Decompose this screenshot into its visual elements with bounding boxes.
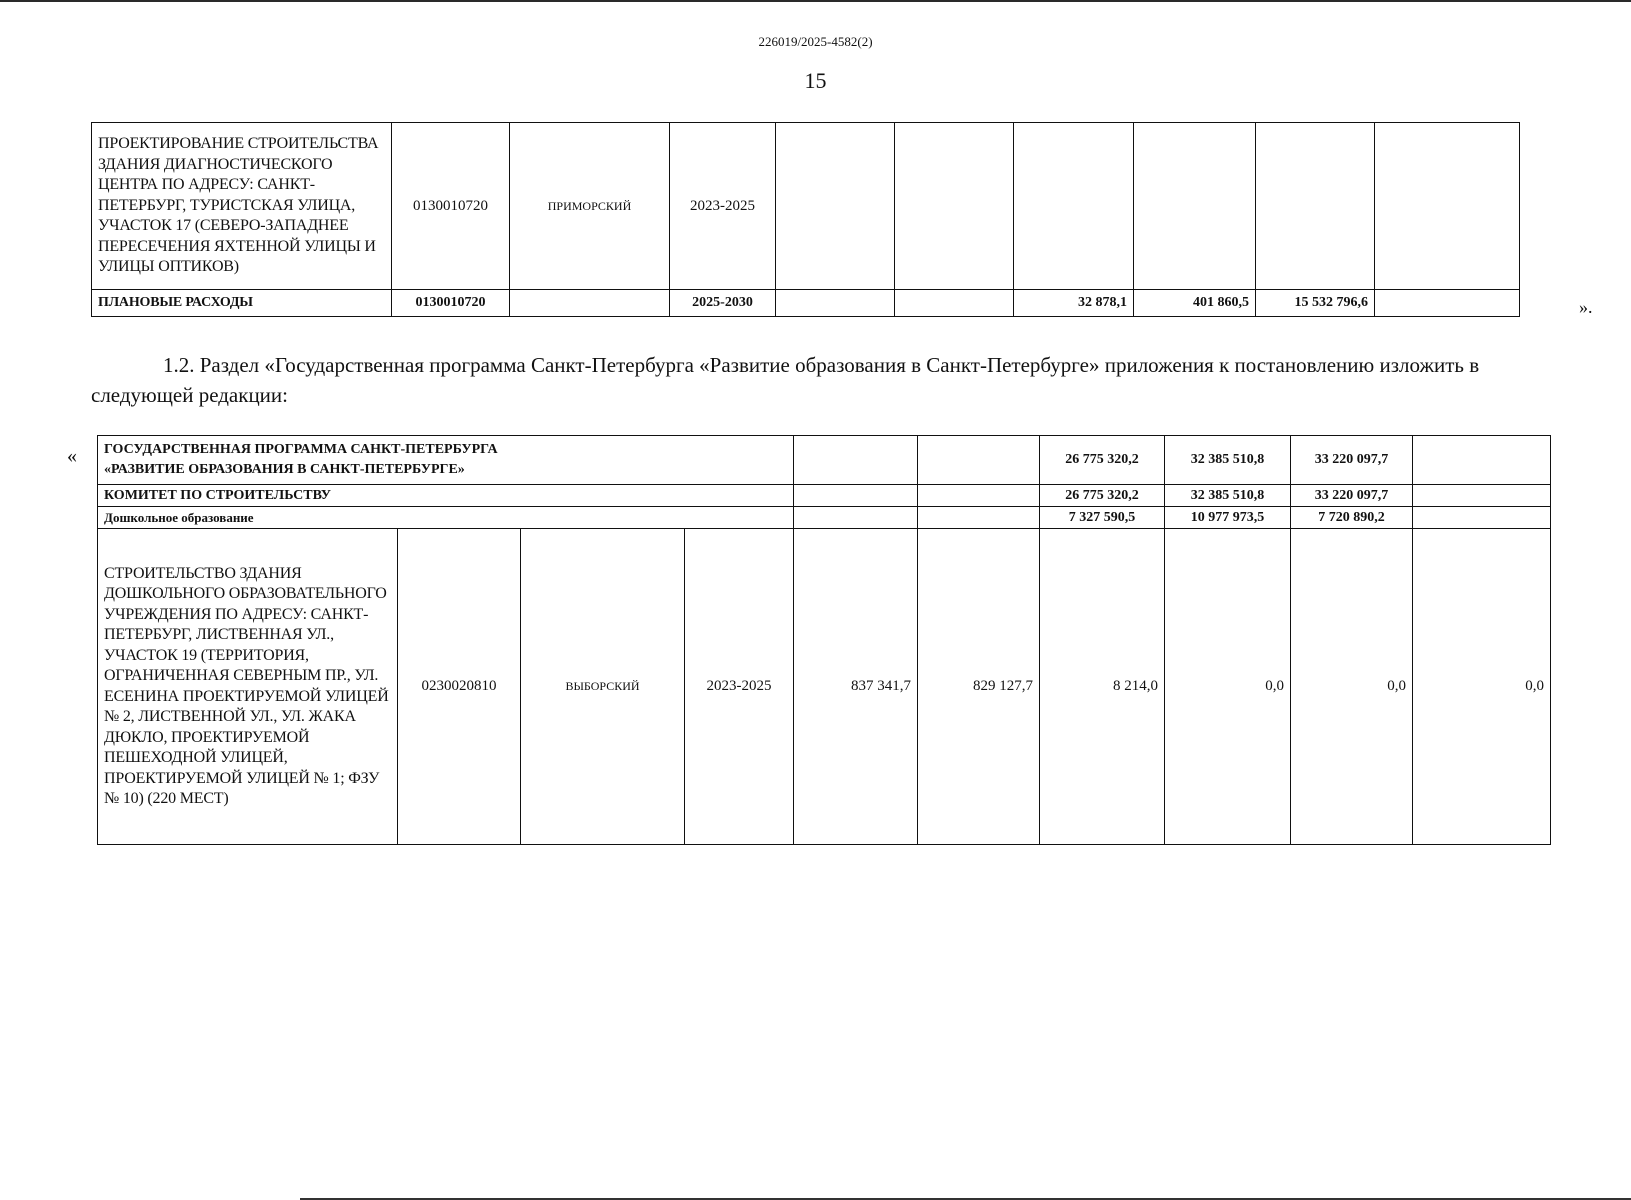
committee-value-1-cell bbox=[794, 485, 918, 507]
program-name-line-2: «РАЗВИТИЕ ОБРАЗОВАНИЯ В САНКТ-ПЕТЕРБУРГЕ» bbox=[104, 462, 465, 477]
planned-value-5-cell: 15 532 796,6 bbox=[1256, 290, 1375, 317]
program-value-6-cell bbox=[1413, 436, 1551, 485]
committee-name-cell: КОМИТЕТ ПО СТРОИТЕЛЬСТВУ bbox=[98, 485, 794, 507]
program-value-1-cell bbox=[794, 436, 918, 485]
project-district-cell: ПРИМОРСКИЙ bbox=[510, 123, 670, 290]
construction-value-4-cell: 0,0 bbox=[1165, 529, 1291, 845]
section-paragraph: 1.2. Раздел «Государственная программа Санкт-Петербурга «Развитие образования в Санкт-Петербурге» приложения к постановлению изложить в следующей редакции: bbox=[91, 353, 1480, 407]
program-name-line-1: ГОСУДАРСТВЕННАЯ ПРОГРАММА САНКТ-ПЕТЕРБУРГА bbox=[104, 442, 498, 457]
construction-district-cell: ВЫБОРСКИЙ bbox=[521, 529, 685, 845]
planned-value-1-cell bbox=[776, 290, 895, 317]
committee-value-6-cell bbox=[1413, 485, 1551, 507]
table-education-program bbox=[97, 435, 1551, 845]
preschool-name-cell: Дошкольное образование bbox=[98, 507, 794, 529]
construction-value-3-cell: 8 214,0 bbox=[1040, 529, 1165, 845]
project-value-5-cell bbox=[1256, 123, 1375, 290]
planned-value-3-cell: 32 878,1 bbox=[1014, 290, 1134, 317]
page-number: 15 bbox=[804, 68, 827, 93]
closing-quote: ». bbox=[1579, 297, 1593, 317]
construction-value-5-cell: 0,0 bbox=[1291, 529, 1413, 845]
planned-value-2-cell bbox=[895, 290, 1014, 317]
planned-value-6-cell bbox=[1375, 290, 1520, 317]
table-row-preschool bbox=[98, 507, 1551, 529]
table-row-construction bbox=[98, 529, 1551, 845]
planned-district-cell bbox=[510, 290, 670, 317]
project-value-4-cell bbox=[1134, 123, 1256, 290]
opening-quote: « bbox=[67, 445, 77, 467]
committee-value-2-cell bbox=[918, 485, 1040, 507]
table-row-committee bbox=[98, 485, 1551, 507]
table-row-program bbox=[98, 436, 1551, 485]
project-value-3-cell bbox=[1014, 123, 1134, 290]
table-row-project bbox=[92, 123, 1520, 290]
project-code-cell: 0130010720 bbox=[392, 123, 510, 290]
construction-value-2-cell: 829 127,7 bbox=[918, 529, 1040, 845]
scan-edge-top bbox=[0, 0, 1631, 2]
committee-value-4-cell: 32 385 510,8 bbox=[1165, 485, 1291, 507]
project-value-1-cell bbox=[776, 123, 895, 290]
construction-code-cell: 0230020810 bbox=[398, 529, 521, 845]
committee-value-3-cell: 26 775 320,2 bbox=[1040, 485, 1165, 507]
project-value-6-cell bbox=[1375, 123, 1520, 290]
preschool-value-5-cell: 7 720 890,2 bbox=[1291, 507, 1413, 529]
preschool-value-2-cell bbox=[918, 507, 1040, 529]
preschool-value-4-cell: 10 977 973,5 bbox=[1165, 507, 1291, 529]
program-name-cell bbox=[98, 436, 794, 485]
preschool-value-6-cell bbox=[1413, 507, 1551, 529]
planned-name-cell: ПЛАНОВЫЕ РАСХОДЫ bbox=[92, 290, 392, 317]
project-value-2-cell bbox=[895, 123, 1014, 290]
planned-code-cell: 0130010720 bbox=[392, 290, 510, 317]
construction-name-cell: СТРОИТЕЛЬСТВО ЗДАНИЯ ДОШКОЛЬНОГО ОБРАЗОВАТЕЛЬНОГО УЧРЕЖДЕНИЯ ПО АДРЕСУ: САНКТ-ПЕТЕРБУРГ, ЛИСТВЕННАЯ УЛ., УЧАСТОК 19 (ТЕРРИТОРИЯ, ОГРАНИЧЕННАЯ СЕВЕРНЫМ ПР., УЛ. ЕСЕНИНА ПРОЕКТИРУЕМОЙ УЛИЦЕЙ № 2, ЛИСТВЕННОЙ УЛ., УЛ. ЖАКА ДЮКЛО, ПРОЕКТИРУЕМОЙ ПЕШЕХОДНОЙ УЛИЦЕЙ, ПРОЕКТИРУЕМОЙ УЛИЦЕЙ № 1; ФЗУ № 10) (220 МЕСТ) bbox=[98, 529, 398, 845]
program-value-3-cell: 26 775 320,2 bbox=[1040, 436, 1165, 485]
program-value-4-cell: 32 385 510,8 bbox=[1165, 436, 1291, 485]
construction-value-1-cell: 837 341,7 bbox=[794, 529, 918, 845]
project-name-cell: ПРОЕКТИРОВАНИЕ СТРОИТЕЛЬСТВА ЗДАНИЯ ДИАГНОСТИЧЕСКОГО ЦЕНТРА ПО АДРЕСУ: САНКТ-ПЕТЕРБУРГ, ТУРИСТСКАЯ УЛИЦА, УЧАСТОК 17 (СЕВЕРО-ЗАПАДНЕЕ ПЕРЕСЕЧЕНИЯ ЯХТЕННОЙ УЛИЦЫ И УЛИЦЫ ОПТИКОВ) bbox=[92, 123, 392, 290]
planned-value-4-cell: 401 860,5 bbox=[1134, 290, 1256, 317]
construction-value-6-cell: 0,0 bbox=[1413, 529, 1551, 845]
program-value-2-cell bbox=[918, 436, 1040, 485]
preschool-value-3-cell: 7 327 590,5 bbox=[1040, 507, 1165, 529]
document-number: 226019/2025-4582(2) bbox=[758, 34, 873, 49]
table-diagnostic-center bbox=[91, 122, 1520, 317]
program-value-5-cell: 33 220 097,7 bbox=[1291, 436, 1413, 485]
project-period-cell: 2023-2025 bbox=[670, 123, 776, 290]
preschool-value-1-cell bbox=[794, 507, 918, 529]
committee-value-5-cell: 33 220 097,7 bbox=[1291, 485, 1413, 507]
construction-period-cell: 2023-2025 bbox=[685, 529, 794, 845]
table-row-planned bbox=[92, 290, 1520, 317]
planned-period-cell: 2025-2030 bbox=[670, 290, 776, 317]
